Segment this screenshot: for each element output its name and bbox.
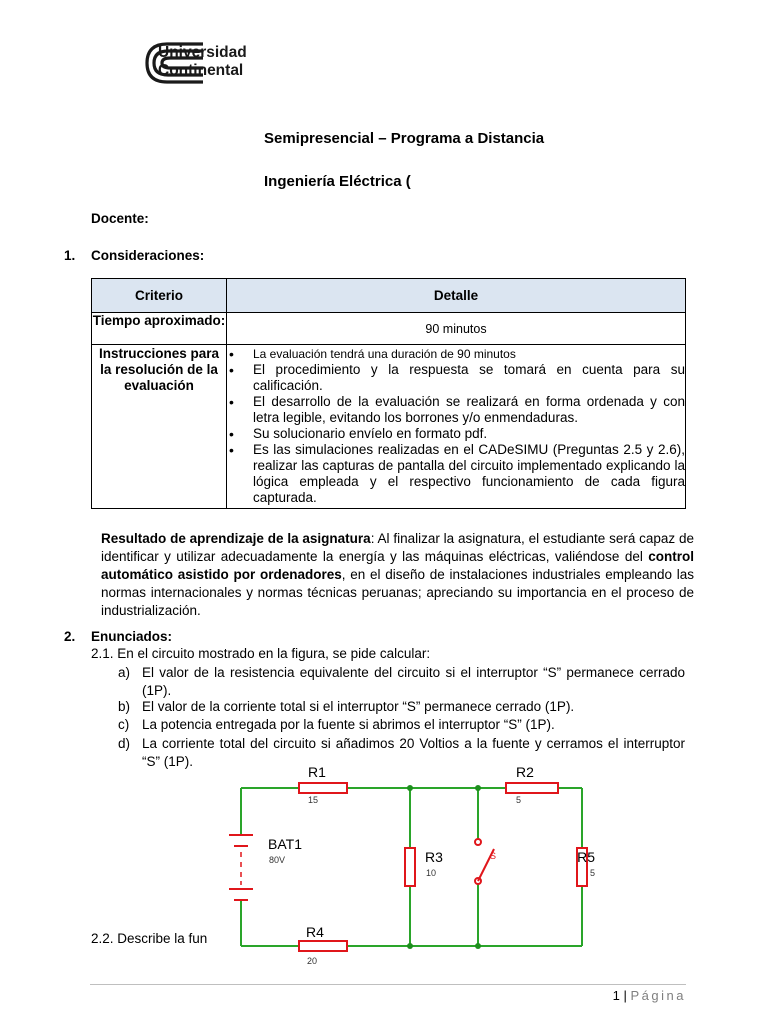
item-letter-a: a) — [118, 665, 131, 680]
table-header-row — [92, 279, 686, 313]
page-number: 1 — [612, 988, 620, 1003]
switch-contact — [475, 839, 481, 845]
cell-tiempo: Tiempo aproximado: — [92, 313, 227, 345]
label-r5-value: 5 — [589, 868, 595, 878]
cell-instructions-list — [227, 345, 686, 509]
item-text-d: La corriente total del circuito si añadimos 20 Voltios a la fuente y cerramos el interruptor “S” (1P). — [142, 736, 685, 769]
page-footer — [613, 988, 686, 1003]
header-detalle: Detalle — [227, 279, 686, 313]
question-2-1: 2.1. En el circuito mostrado en la figura, se pide calcular: — [91, 646, 431, 661]
label-r4-name: R4 — [306, 924, 324, 940]
list-item: • La evaluación tendrá una duración de 90 minutos — [253, 346, 685, 362]
resultado-paragraph — [101, 530, 694, 620]
section1-heading — [91, 248, 204, 263]
university-line2: Continental — [158, 62, 244, 79]
list-item: • Su solucionario envíelo en formato pdf. — [253, 426, 685, 442]
item-letter-c: c) — [118, 717, 130, 732]
junction-node — [475, 943, 481, 949]
cell-instrucciones: Instrucciones para la resolución de la evaluación — [92, 345, 227, 509]
label-r1-value: 15 — [308, 795, 319, 805]
label-r3-name: R3 — [425, 849, 443, 865]
footer-divider — [90, 984, 686, 985]
item-letter-d: d) — [118, 736, 131, 751]
item-text-a: El valor de la resistencia equivalente del circuito si el interruptor “S” permanece cerrado (1P). — [142, 665, 685, 698]
label-r3-value: 10 — [426, 868, 437, 878]
docente-label: Docente: — [91, 211, 149, 226]
page-label: Página — [630, 988, 686, 1003]
item-text-c: La potencia entregada por la fuente si abrimos el interruptor “S” (1P). — [142, 717, 555, 732]
label-battery-name: BAT1 — [268, 836, 302, 852]
university-line1: Universidad — [158, 44, 247, 61]
label-battery-value: 80V — [269, 855, 286, 865]
footer-separator: | — [619, 988, 631, 1003]
item-letter-b: b) — [118, 699, 131, 714]
resultado-text1: : Al finalizar la asignatura, el estudiante será capaz de identificar y utilizar adecuadamente la energía y las máquinas eléctricas, valiéndose del — [101, 531, 695, 564]
university-name — [158, 44, 247, 80]
list-item: • El procedimiento y la respuesta se tomará en cuenta para su calificación. — [253, 362, 685, 394]
document-title: Semipresencial – Programa a Distancia — [264, 130, 545, 147]
question-2-2: 2.2. Describe la fun — [91, 931, 208, 946]
resistor-r2 — [506, 783, 558, 793]
label-r2-value: 5 — [516, 795, 522, 805]
table-row — [92, 313, 686, 345]
criteria-table — [91, 278, 686, 509]
section1-colon: : — [199, 248, 205, 263]
circuit-diagram — [212, 760, 598, 968]
resultado-label: Resultado de aprendizaje de la asignatura — [101, 531, 371, 546]
label-r5-name: R5 — [577, 849, 595, 865]
section2-number: 2. — [64, 629, 76, 644]
section2-title: Enunciados: — [91, 629, 173, 644]
list-item: • Es las simulaciones realizadas en el CADeSIMU (Preguntas 2.5 y 2.6), realizar las capturas de pantalla del circuito implementado explicando la lógica empleada y el respectivo funcionamiento de cada figura capturada. — [253, 442, 685, 506]
label-switch: S — [490, 851, 497, 861]
resistor-r4 — [299, 941, 347, 951]
section1-title: Consideraciones — [91, 248, 200, 263]
cell-duracion: 90 minutos — [227, 313, 686, 345]
table-row — [92, 345, 686, 509]
label-r2-name: R2 — [516, 764, 534, 780]
junction-node — [407, 785, 413, 791]
resultado-text2: , en el diseño de instalaciones industriales empleando las normas internacionales y normas técnicas peruanas; apreciando su importancia en el proceso de industrialización. — [101, 567, 695, 618]
label-r4-value: 20 — [307, 956, 318, 966]
header-criterio: Criterio — [92, 279, 227, 313]
resultado-bold: control automático asistido por ordenadores — [101, 549, 694, 582]
label-r1-name: R1 — [308, 764, 326, 780]
junction-node — [407, 943, 413, 949]
list-item: • El desarrollo de la evaluación se realizará en forma ordenada y con letra legible, evitando los borrones y/o enmendaduras. — [253, 394, 685, 426]
resistor-r3 — [405, 848, 415, 886]
item-text-b: El valor de la corriente total si el interruptor “S” permanece cerrado (1P). — [142, 699, 575, 714]
section1-number: 1. — [64, 248, 76, 263]
junction-node — [475, 785, 481, 791]
document-subtitle: Ingeniería Eléctrica ( — [264, 173, 411, 190]
resistor-r1 — [299, 783, 347, 793]
